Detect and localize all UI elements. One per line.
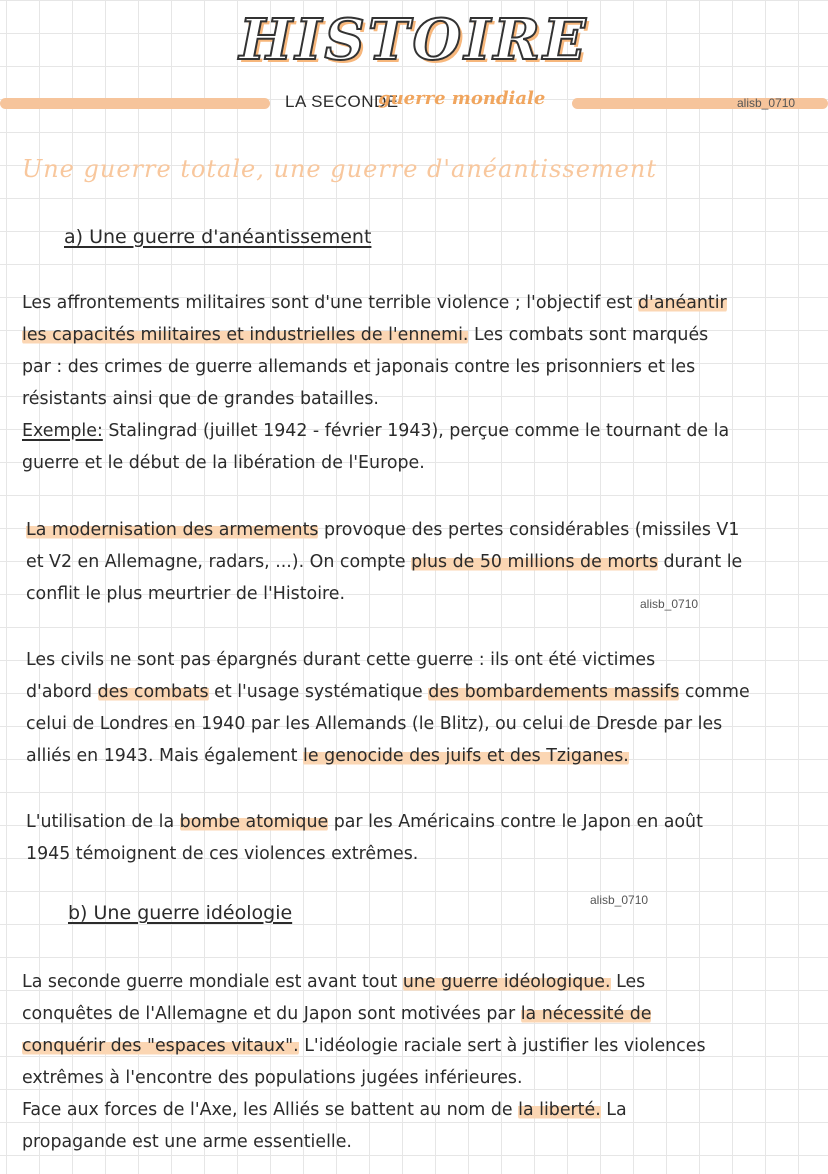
highlight: La modernisation des armements: [26, 520, 319, 540]
p2-text: et V2 en Allemagne, radars, ...). On compte: [26, 552, 412, 572]
highlight: plus de 50 millions de morts: [411, 552, 658, 572]
p1-text: Les combats sont marqués: [468, 325, 709, 345]
p5-text: conquêtes de l'Allemagne et du Japon sont motivées par: [22, 1004, 521, 1024]
p4-text: par les Américains contre le Japon en août: [328, 812, 703, 832]
highlight: d'anéantir: [638, 293, 727, 313]
p3-text: et l'usage systématique: [208, 682, 429, 702]
p1-text: résistants ainsi que de grandes batailles.: [22, 389, 379, 409]
highlight: bombe atomique: [179, 812, 329, 832]
page-title: HISTOIRE: [239, 7, 589, 73]
main-heading: Une guerre totale, une guerre d'anéantissement: [22, 155, 657, 183]
highlight: le genocide des juifs et des Tziganes.: [303, 746, 629, 766]
signature-top: alisb_0710: [737, 96, 796, 110]
p2-text: conflit le plus meurtrier de l'Histoire.: [26, 584, 346, 604]
highlight: conquérir des "espaces vitaux".: [22, 1036, 299, 1056]
paragraph-1: [22, 287, 812, 479]
p5-text: L'idéologie raciale sert à justifier les violences: [298, 1036, 706, 1056]
highlight: des bombardements massifs: [428, 682, 680, 702]
subtitle-script: guerre mondiale: [378, 88, 546, 109]
p5-text: extrêmes à l'encontre des populations jugées inférieures.: [22, 1068, 523, 1088]
p3-text: d'abord: [26, 682, 98, 702]
signature-mid: alisb_0710: [640, 597, 699, 611]
signature-bottom: alisb_0710: [590, 893, 649, 907]
highlight: les capacités militaires et industrielles de l'ennemi.: [22, 325, 469, 345]
subtitle-plain: LA SECONDE: [285, 92, 399, 111]
p3-text: alliés en 1943. Mais également: [26, 746, 304, 766]
highlight: la nécessité de: [520, 1004, 652, 1024]
p2-text: durant le: [657, 552, 743, 572]
header-bar-left: [0, 98, 270, 109]
paragraph-5: [22, 966, 812, 1158]
p3-text: comme: [679, 682, 750, 702]
p1-text: Stalingrad (juillet 1942 - février 1943), perçue comme le tournant de la: [102, 421, 730, 441]
highlight: la liberté.: [518, 1100, 601, 1120]
p5-text: propagande est une arme essentielle.: [22, 1132, 352, 1152]
section-b-heading: b) Une guerre idéologie: [68, 902, 293, 924]
section-a-heading: a) Une guerre d'anéantissement: [64, 226, 372, 248]
example-label: Exemple:: [22, 421, 103, 441]
highlight: des combats: [97, 682, 209, 702]
p5-text: La seconde guerre mondiale est avant tout: [22, 972, 403, 992]
p2-text: provoque des pertes considérables (missiles V1: [318, 520, 740, 540]
paragraph-3: [26, 644, 816, 772]
p5-text: Face aux forces de l'Axe, les Alliés se battent au nom de: [22, 1100, 519, 1120]
p1-text: Les affrontements militaires sont d'une terrible violence ; l'objectif est: [22, 293, 639, 313]
p3-text: Les civils ne sont pas épargnés durant cette guerre : ils ont été victimes: [26, 650, 656, 670]
p3-text: celui de Londres en 1940 par les Allemands (le Blitz), ou celui de Dresde par les: [26, 714, 723, 734]
p5-text: La: [600, 1100, 627, 1120]
highlight: une guerre idéologique.: [402, 972, 611, 992]
p1-text: guerre et le début de la libération de l'Europe.: [22, 453, 425, 473]
p1-text: par : des crimes de guerre allemands et japonais contre les prisonniers et les: [22, 357, 696, 377]
p5-text: Les: [610, 972, 646, 992]
paragraph-4: [26, 806, 816, 870]
p4-text: 1945 témoignent de ces violences extrêmes.: [26, 844, 419, 864]
paragraph-2: [26, 514, 816, 610]
p4-text: L'utilisation de la: [26, 812, 180, 832]
